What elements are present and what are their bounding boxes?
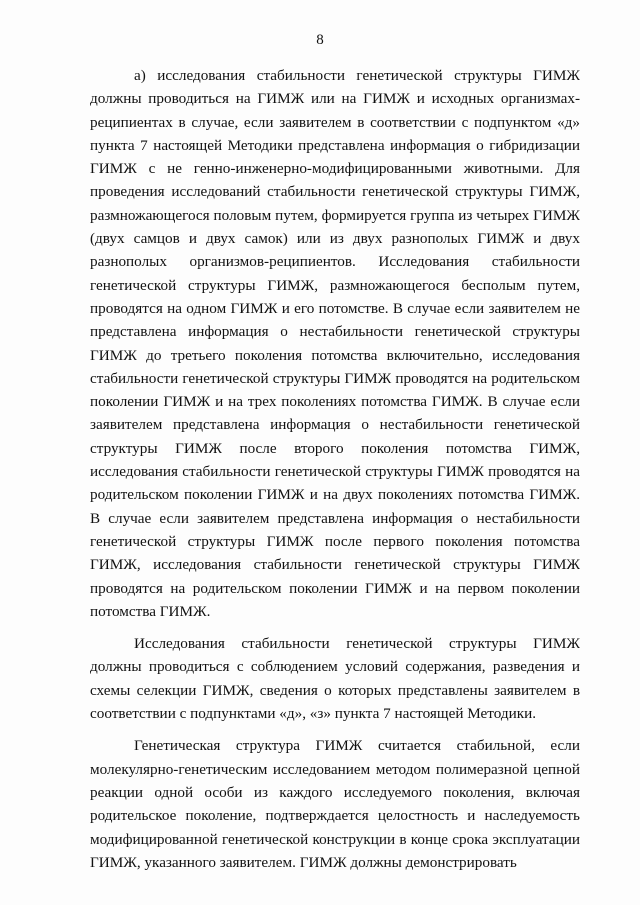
paragraph-stability-studies: а) исследования стабильности генетической структуры ГИМЖ должны проводиться на ГИМЖ или на ГИМЖ и исходных организмах-реципиентах в случае, если заявителем в соответствии с подпунктом «д» пункта 7 настоящей Методики представлена информация о гибридизации ГИМЖ с не генно-инженерно-модифицированными животными. Для проведения исследований стабильности генетической структуры ГИМЖ, размножающегося половым путем, формируется группа из четырех ГИМЖ (двух самцов и двух самок) или из двух разнополых ГИМЖ и двух разнополых организмов-реципиентов. Исследования стабильности генетической структуры ГИМЖ, размножающегося бесполым путем, проводятся на одном ГИМЖ и его потомстве. В случае если заявителем не представлена информация о нестабильности генетической структуры ГИМЖ до третьего поколения потомства включительно, исследования стабильности генетической структуры ГИМЖ проводятся на родительском поколении ГИМЖ и на трех поколениях потомства ГИМЖ. В случае если заявителем представлена информация о нестабильности генетической структуры ГИМЖ после второго поколения потомства ГИМЖ, исследования стабильности генетической структуры ГИМЖ проводятся на родительском поколении ГИМЖ и на двух поколениях потомства ГИМЖ. В случае если заявителем представлена информация о нестабильности генетической структуры ГИМЖ после первого поколения потомства ГИМЖ, исследования стабильности генетической структуры ГИМЖ проводятся на родительском поколении ГИМЖ и на первом поколении потомства ГИМЖ. xyxy=(90,67,580,620)
page-number: 8 xyxy=(316,32,324,48)
document-body xyxy=(90,64,580,874)
paragraph-stability-criteria: Генетическая структура ГИМЖ считается стабильной, если молекулярно-генетическим исследованием методом полимеразной цепной реакции одной особи из каждого исследуемого поколения, включая родительское поколение, подтверждается целостность и наследуемость модифицированной генетической конструкции в конце срока эксплуатации ГИМЖ, указанного заявителем. ГИМЖ должны демонстрировать xyxy=(90,737,580,871)
paragraph-study-conditions: Исследования стабильности генетической структуры ГИМЖ должны проводиться с соблюдением условий содержания, разведения и схемы селекции ГИМЖ, сведения о которых представлены заявителем в соответствии с подпунктами «д», «з» пункта 7 настоящей Методики. xyxy=(90,635,580,723)
